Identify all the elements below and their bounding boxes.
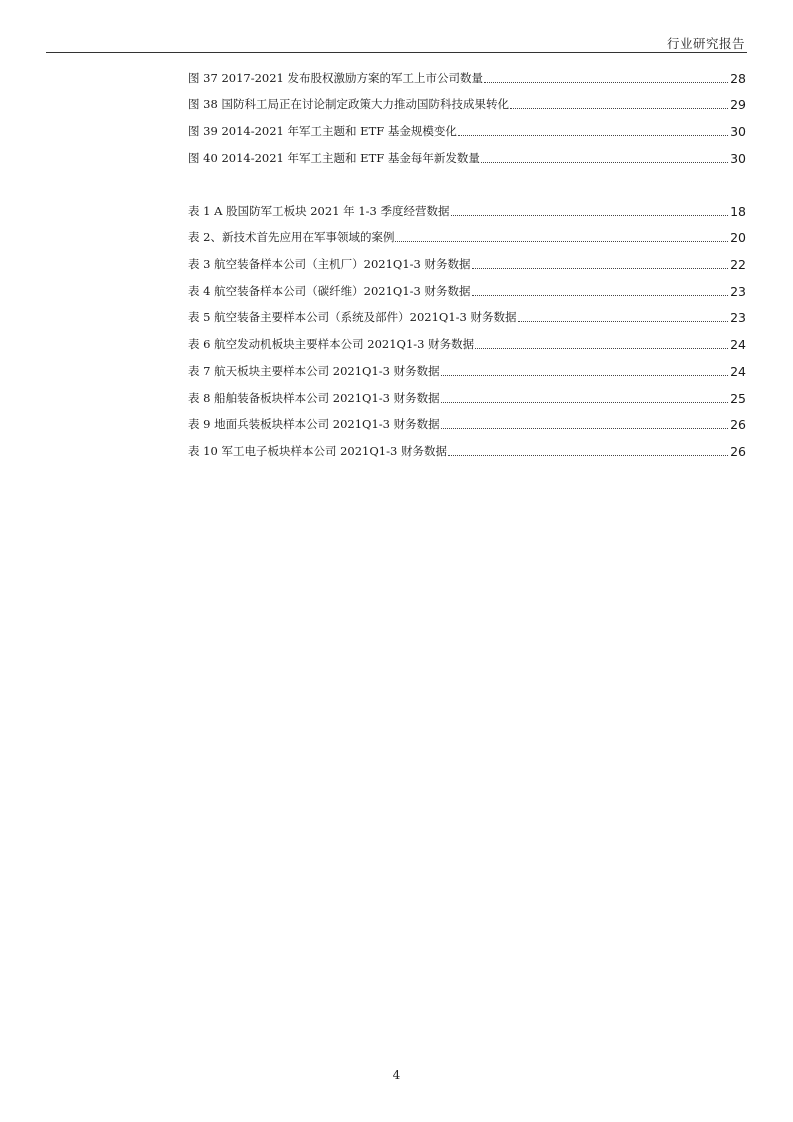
toc-entry-label: 图 38 国防科工局正在讨论制定政策大力推动国防科技成果转化 — [188, 97, 509, 112]
toc-table-entry[interactable] — [188, 433, 746, 460]
toc-page-number: 23 — [730, 310, 746, 326]
toc-table-entry[interactable] — [188, 220, 746, 247]
toc-table-entry[interactable] — [188, 326, 746, 353]
toc-page-number: 30 — [730, 124, 746, 140]
toc-leader-dots — [481, 162, 728, 163]
report-header-title: 行业研究报告 — [666, 36, 745, 51]
toc-leader-dots — [441, 402, 728, 403]
toc-leader-dots — [472, 295, 729, 296]
toc-entry-label: 表 1 A 股国防军工板块 2021 年 1-3 季度经营数据 — [188, 203, 450, 218]
toc-table-entry[interactable] — [188, 300, 746, 327]
toc-entry-label: 表 6 航空发动机板块主要样本公司 2021Q1-3 财务数据 — [188, 337, 475, 352]
toc-entry-label: 表 5 航空装备主要样本公司（系统及部件）2021Q1-3 财务数据 — [188, 310, 517, 325]
toc-table-entry[interactable] — [188, 246, 746, 273]
toc-page-number: 18 — [730, 203, 746, 219]
toc-figure-entry[interactable] — [188, 87, 746, 114]
toc-leader-dots — [510, 108, 728, 109]
toc-entry-label: 表 10 军工电子板块样本公司 2021Q1-3 财务数据 — [188, 443, 447, 458]
toc-table-entry[interactable] — [188, 407, 746, 434]
toc-entry-label: 图 40 2014-2021 年军工主题和 ETF 基金每年新发数量 — [188, 150, 480, 165]
toc-entry-label: 图 39 2014-2021 年军工主题和 ETF 基金规模变化 — [188, 124, 457, 139]
toc-leader-dots — [451, 215, 729, 216]
toc-leader-dots — [484, 82, 728, 83]
toc-leader-dots — [448, 455, 728, 456]
toc-page-number: 26 — [730, 443, 746, 459]
toc-page-number: 26 — [730, 417, 746, 433]
toc-table-entry[interactable] — [188, 353, 746, 380]
toc-page-number: 30 — [730, 150, 746, 166]
toc-page-number: 24 — [730, 337, 746, 353]
toc-entry-label: 表 2、新技术首先应用在军事领域的案例 — [188, 230, 395, 245]
toc-figure-entry[interactable] — [188, 140, 746, 167]
toc-page-number: 23 — [730, 283, 746, 299]
toc-leader-dots — [441, 375, 728, 376]
toc-page-number: 29 — [730, 97, 746, 113]
toc-page-number: 22 — [730, 257, 746, 273]
toc-page-number: 25 — [730, 390, 746, 406]
toc-leader-dots — [475, 348, 728, 349]
figure-toc-list — [188, 60, 746, 167]
toc-table-entry[interactable] — [188, 273, 746, 300]
toc-entry-label: 表 7 航天板块主要样本公司 2021Q1-3 财务数据 — [188, 363, 440, 378]
toc-leader-dots — [472, 268, 729, 269]
toc-page-number: 28 — [730, 70, 746, 86]
toc-entry-label: 图 37 2017-2021 发布股权激励方案的军工上市公司数量 — [188, 70, 484, 85]
table-toc-list — [188, 193, 746, 460]
toc-page-number: 20 — [730, 230, 746, 246]
toc-figure-entry[interactable] — [188, 113, 746, 140]
toc-entry-label: 表 4 航空装备样本公司（碳纤维）2021Q1-3 财务数据 — [188, 283, 471, 298]
toc-entry-label: 表 3 航空装备样本公司（主机厂）2021Q1-3 财务数据 — [188, 257, 471, 272]
toc-leader-dots — [518, 321, 729, 322]
header-divider — [46, 52, 747, 53]
toc-entry-label: 表 8 船舶装备板块样本公司 2021Q1-3 财务数据 — [188, 390, 440, 405]
page-number: 4 — [392, 1068, 401, 1082]
toc-entry-label: 表 9 地面兵装板块样本公司 2021Q1-3 财务数据 — [188, 417, 440, 432]
toc-table-entry[interactable] — [188, 193, 746, 220]
toc-leader-dots — [395, 241, 728, 242]
toc-page-number: 24 — [730, 363, 746, 379]
toc-leader-dots — [458, 135, 728, 136]
toc-leader-dots — [441, 428, 728, 429]
toc-figure-entry[interactable] — [188, 60, 746, 87]
toc-table-entry[interactable] — [188, 380, 746, 407]
